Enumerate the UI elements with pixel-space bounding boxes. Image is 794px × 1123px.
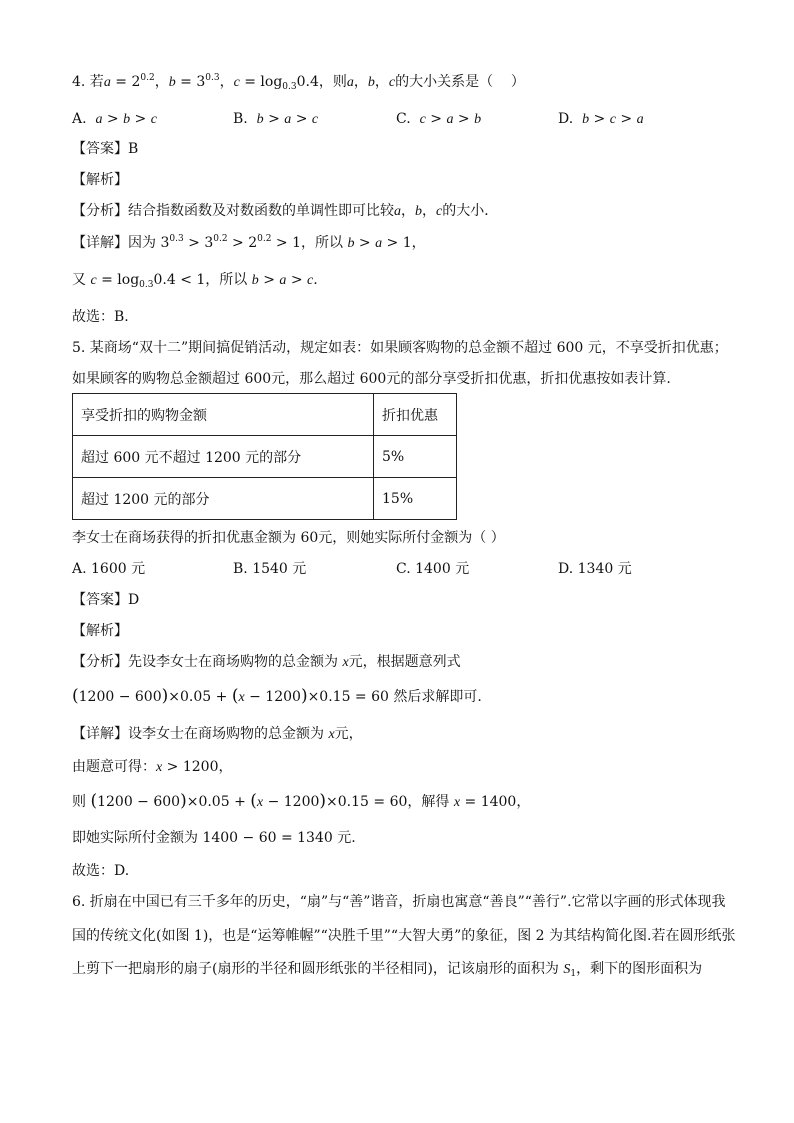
q4-stem: 4. 若$a = 2^{0.2}$，$b = 3^{0.3}$，$c = \log_{0.3}0.4$，则a，b，c的大小关系是（ ）	[72, 73, 525, 92]
q4-option-a: A. a > b > c	[72, 111, 157, 127]
q5-stem-line-1: 5. 某商场“双十二”期间搞促销活动，规定如表：如果顾客购物的总金额不超过 600 元，不享受折扣优惠；	[72, 340, 728, 356]
q5-detail-3: 则 (1200 − 600)×0.05 + (x − 1200)×0.15 = 60，解得 x = 1400，	[72, 791, 531, 811]
q5-option-d: D. 1340 元	[558, 561, 632, 577]
q5-detail-1: 【详解】设李女士在商场购物的总金额为 x元，	[72, 726, 363, 742]
q5-question: 李女士在商场获得的折扣优惠金额为 60元，则她实际所付金额为（ ）	[72, 530, 505, 546]
table-header-cell: 折扣优惠	[374, 394, 457, 436]
q5-stem-line-2: 如果顾客的购物总金额超过 600元，那么超过 600元的部分享受折扣优惠，折扣优惠按如表计算.	[72, 371, 671, 387]
q4-jiexi-heading: 【解析】	[72, 172, 128, 188]
table-row	[73, 478, 457, 520]
q5-answer: 【答案】D	[72, 592, 140, 608]
q4-option-d: D. b > c > a	[558, 111, 644, 127]
table-cell: 5%	[374, 436, 457, 478]
q4-analysis: 【分析】结合指数函数及对数函数的单调性即可比较a，b，c的大小．	[72, 203, 499, 219]
q4-option-c: C. c > a > b	[396, 111, 482, 127]
q6-line-2: 国的传统文化(如图 1)，也是“运筹帷幄”“决胜千里”“大智大勇”的象征，图 2 为其结构简化图.若在圆形纸张	[72, 928, 736, 944]
q4-choose: 故选：B.	[72, 309, 129, 325]
table-row	[73, 436, 457, 478]
q5-option-c: C. 1400 元	[396, 561, 470, 577]
q5-choose: 故选：D.	[72, 863, 130, 879]
q4-answer: 【答案】B	[72, 141, 139, 157]
q6-line-3: 上剪下一把扇形的扇子(扇形的半径和圆形纸张的半径相同)，记该扇形的面积为 $S_1$，剩下的图形面积为	[72, 961, 703, 979]
q5-detail-4: 即她实际所付金额为 1400 − 60 = 1340 元.	[72, 830, 356, 846]
q5-detail-2: 由题意可得：x > 1200，	[72, 759, 233, 775]
table-cell: 15%	[374, 478, 457, 520]
q5-jiexi-heading: 【解析】	[72, 623, 128, 639]
q4-option-b: B. b > a > c	[233, 111, 319, 127]
table-cell: 超过 1200 元的部分	[73, 478, 374, 520]
q5-option-a: A. 1600 元	[72, 561, 146, 577]
table-cell: 超过 600 元不超过 1200 元的部分	[73, 436, 374, 478]
q5-analysis: 【分析】先设李女士在商场购物的总金额为 x元，根据题意列式	[72, 654, 461, 670]
q4-detail-2: 又 $c = \log_{0.3}0.4 < 1$，所以 b > a > c.	[72, 272, 318, 290]
table-header-cell: 享受折扣的购物金额	[73, 394, 374, 436]
q5-option-b: B. 1540 元	[233, 561, 307, 577]
q6-line-1: 6. 折扇在中国已有三千多年的历史，“扇”与“善”谐音，折扇也寓意“善良”“善行”.它常以字画的形式体现我	[72, 894, 726, 910]
q4-detail-1: 【详解】因为 $3^{0.3} > 3^{0.2} > 2^{0.2} > 1$，所以 b > a > 1，	[72, 234, 426, 251]
discount-table	[72, 393, 457, 520]
q5-analysis-equation: (1200 − 600)×0.05 + (x − 1200)×0.15 = 60 然后求解即可.	[72, 686, 482, 706]
table-header-row	[73, 394, 457, 436]
